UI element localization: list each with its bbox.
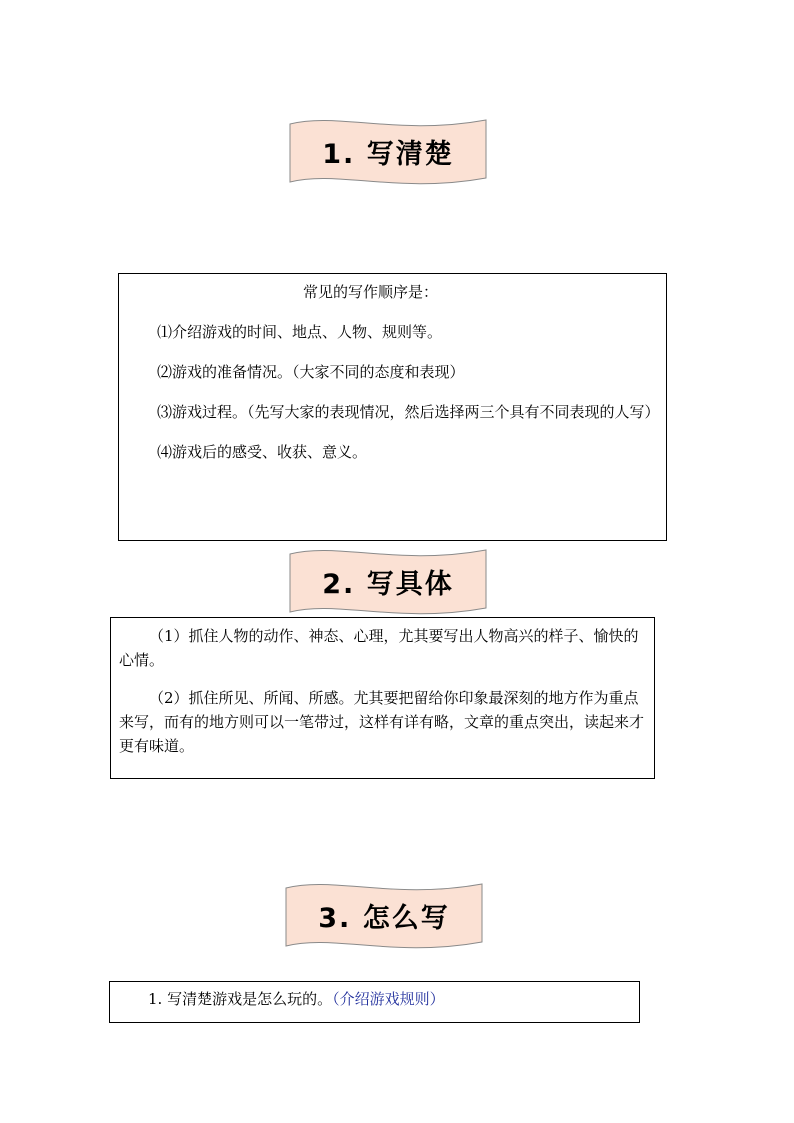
section2-item-1: （1）抓住人物的动作、神态、心理，尤其要写出人物高兴的样子、愉快的心情。 [119, 627, 639, 669]
section3-item-main: 1. 写清楚游戏是怎么玩的。 [148, 990, 333, 1008]
section1-item-3: ⑶游戏过程。（先写大家的表现情况，然后选择两三个具有不同表现的人写） [157, 403, 660, 421]
section3-banner [284, 880, 484, 950]
section1-intro: 常见的写作顺序是： [303, 283, 439, 301]
section3-item [118, 987, 631, 1011]
section3-box [109, 981, 640, 1023]
section2-item-2: （2）抓住所见、所闻、所感。尤其要把留给你印象最深刻的地方作为重点来写，而有的地方则可以一笔带过，这样有详有略，文章的重点突出，读起来才更有味道。 [119, 689, 645, 755]
section2-box [110, 617, 655, 779]
section1-item-1: ⑴介绍游戏的时间、地点、人物、规则等。 [157, 323, 443, 341]
section3-heading: 3. 怎么写 [318, 902, 450, 934]
section3-item-note: （介绍游戏规则） [332, 990, 445, 1008]
section1-item-2: ⑵游戏的准备情况。（大家不同的态度和表现） [157, 363, 465, 381]
section1-item-4: ⑷游戏后的感受、收获、意义。 [157, 443, 368, 461]
section1-banner [288, 116, 488, 186]
section1-heading: 1. 写清楚 [322, 138, 454, 170]
section2-heading: 2. 写具体 [322, 568, 454, 600]
section2-banner [288, 546, 488, 616]
section1-box [118, 273, 667, 541]
